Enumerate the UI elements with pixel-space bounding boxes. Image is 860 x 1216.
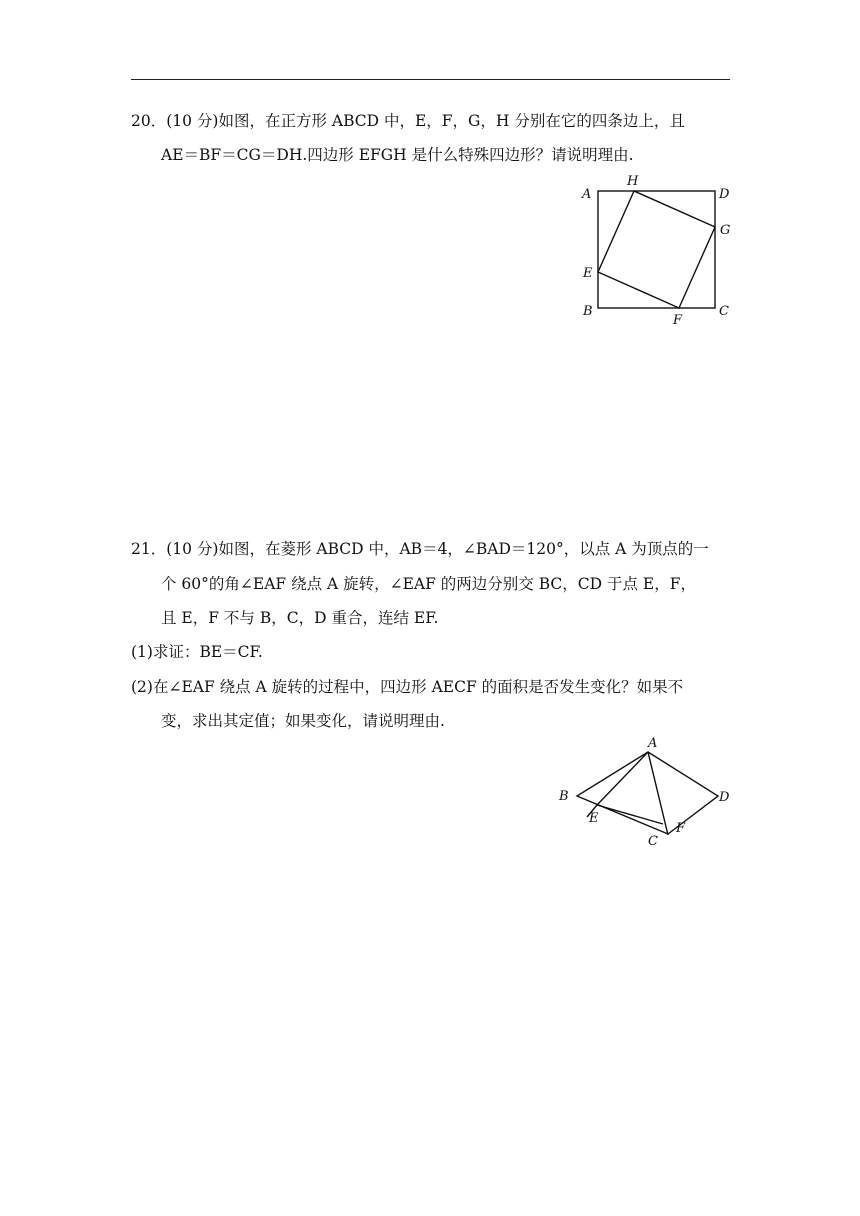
q21-text-line-2: 个 60°的角∠EAF 绕点 A 旋转，∠EAF 的两边分别交 BC，CD 于点 E，F，	[161, 575, 696, 593]
label-e: E	[583, 266, 593, 281]
q21-part-2-line-1: (2)在∠EAF 绕点 A 旋转的过程中，四边形 AECF 的面积是否发生变化？如果不	[131, 678, 684, 696]
label-d: D	[719, 187, 730, 202]
square-abcd	[598, 191, 715, 308]
q21-part-2-line-2: 变，求出其定值；如果变化，请说明理由.	[161, 712, 445, 730]
label-h: H	[627, 174, 639, 189]
label-g: G	[720, 223, 731, 238]
label-f: F	[676, 821, 686, 836]
q20-text-line-2: AE＝BF＝CG＝DH.四边形 EFGH 是什么特殊四边形？请说明理由.	[161, 146, 634, 164]
quadrilateral-efgh	[598, 191, 715, 308]
label-e: E	[589, 811, 599, 826]
label-c: C	[648, 834, 658, 849]
q20-text-line-1: 20．(10 分)如图，在正方形 ABCD 中，E，F，G，H 分别在它的四条边上，且	[131, 112, 685, 130]
header-rule	[131, 79, 730, 80]
label-a: A	[648, 736, 658, 751]
label-a: A	[582, 187, 592, 202]
q21-part-1: (1)求证：BE＝CF.	[131, 643, 263, 661]
label-d: D	[719, 790, 730, 805]
q21-text-line-3: 且 E，F 不与 B，C，D 重合，连结 EF.	[161, 609, 439, 627]
q20-square-figure	[570, 170, 740, 335]
label-f: F	[673, 313, 683, 328]
label-c: C	[719, 304, 729, 319]
label-b: B	[559, 789, 569, 804]
q21-text-line-1: 21．(10 分)如图，在菱形 ABCD 中，AB＝4，∠BAD＝120°，以点 A 为顶点的一	[131, 540, 709, 558]
segment-ef	[597, 805, 663, 824]
q21-rhombus-figure	[550, 730, 750, 855]
label-b: B	[583, 304, 593, 319]
